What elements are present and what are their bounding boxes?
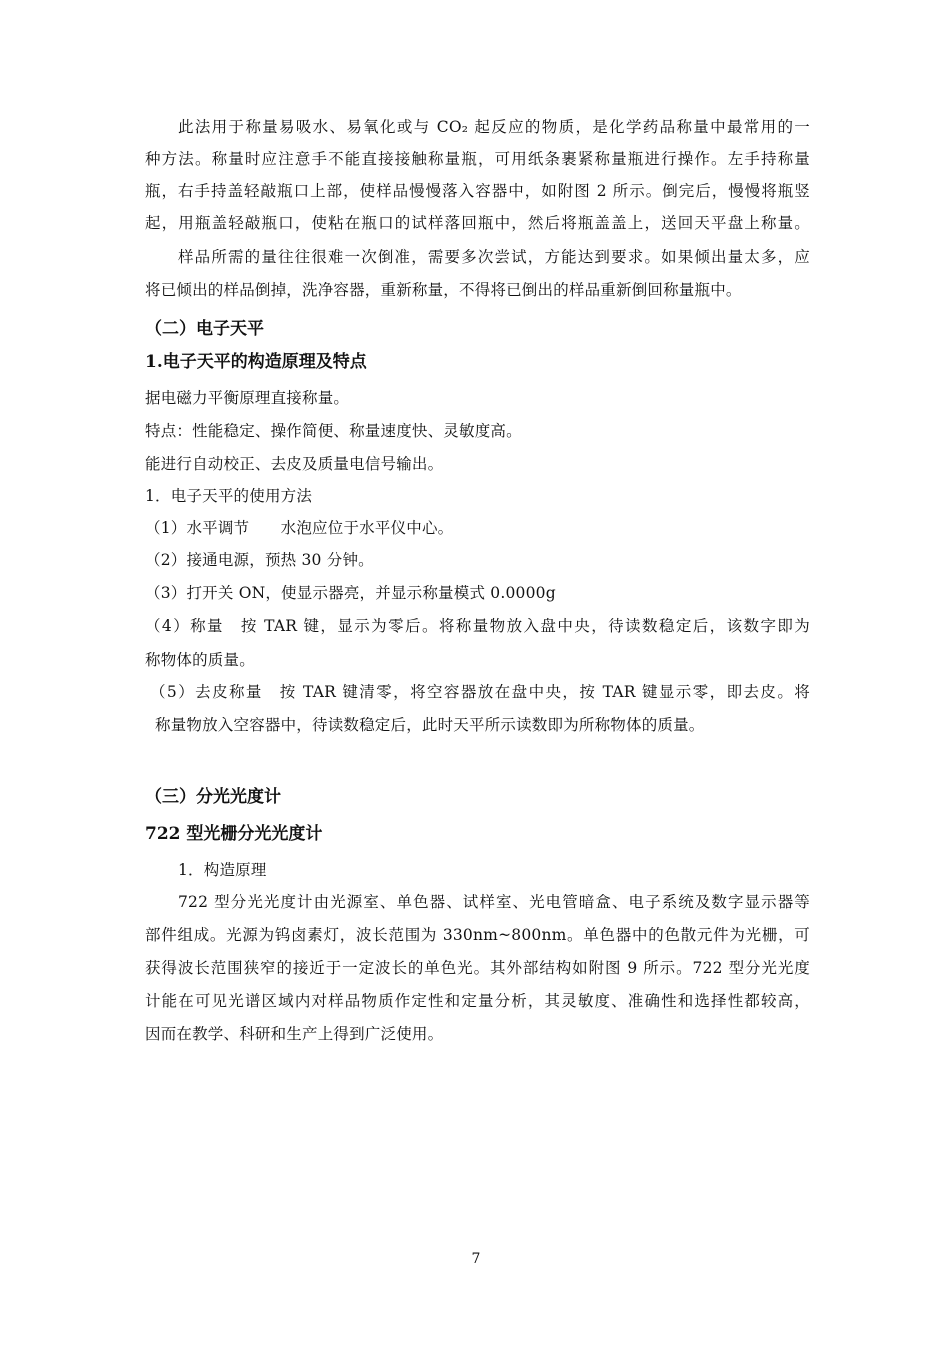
balance-principle: 据电磁力平衡原理直接称量。 bbox=[145, 389, 350, 407]
subheading-balance-principle: 1.电子天平的构造原理及特点 bbox=[145, 352, 367, 372]
intro-p1-line-4: 起，用瓶盖轻敲瓶口，使粘在瓶口的试样落回瓶中，然后将瓶盖盖上，送回天平盘上称量。 bbox=[145, 214, 810, 232]
balance-step-1: （1）水平调节 水泡应位于水平仪中心。 bbox=[145, 519, 454, 537]
spectro-paragraph-line-3: 获得波长范围狭窄的接近于一定波长的单色光。其外部结构如附图 9 所示。722 型分光光度 bbox=[145, 959, 810, 977]
intro-p2-line-2: 将已倾出的样品倒掉，洗净容器，重新称量，不得将已倒出的样品重新倒回称量瓶中。 bbox=[145, 281, 742, 299]
section-heading-spectrophotometer: （三）分光光度计 bbox=[145, 787, 281, 807]
intro-p1-line-2: 种方法。称量时应注意手不能直接接触称量瓶，可用纸条裹紧称量瓶进行操作。左手持称量 bbox=[145, 150, 810, 168]
balance-usage-title: 1．电子天平的使用方法 bbox=[145, 487, 313, 505]
intro-p1-line-3: 瓶，右手持盖轻敲瓶口上部，使样品慢慢落入容器中，如附图 2 所示。倒完后，慢慢将瓶竖 bbox=[145, 182, 810, 200]
balance-step-3: （3）打开关 ON，使显示器亮，并显示称量模式 0.0000g bbox=[145, 584, 556, 602]
spectro-paragraph-line-2: 部件组成。光源为钨卤素灯，波长范围为 330nm~800nm。单色器中的色散元件为光栅，可 bbox=[145, 926, 810, 944]
spectro-item-title: 1．构造原理 bbox=[178, 861, 267, 879]
balance-step-2: （2）接通电源，预热 30 分钟。 bbox=[145, 551, 374, 569]
spectro-paragraph-line-1: 722 型分光光度计由光源室、单色器、试样室、光电管暗盒、电子系统及数字显示器等 bbox=[178, 893, 810, 911]
spectro-paragraph-line-4: 计能在可见光谱区域内对样品物质作定性和定量分析，其灵敏度、准确性和选择性都较高， bbox=[145, 992, 810, 1010]
section-heading-balance: （二）电子天平 bbox=[145, 319, 264, 339]
spectro-paragraph-line-5: 因而在教学、科研和生产上得到广泛使用。 bbox=[145, 1025, 444, 1043]
page-number: 7 bbox=[471, 1251, 481, 1267]
balance-step-5-line-2: 称量物放入空容器中，待读数稳定后，此时天平所示读数即为所称物体的质量。 bbox=[155, 716, 705, 734]
balance-step-4-line-1: （4）称量 按 TAR 键，显示为零后。将称量物放入盘中央，待读数稳定后，该数字即为 bbox=[145, 617, 810, 635]
intro-p2-line-1: 样品所需的量往往很难一次倒准，需要多次尝试，方能达到要求。如果倾出量太多，应 bbox=[178, 248, 810, 266]
balance-step-4-line-2: 称物体的质量。 bbox=[145, 651, 255, 669]
balance-features: 特点：性能稳定、操作简便、称量速度快、灵敏度高。 bbox=[145, 422, 522, 440]
balance-capability: 能进行自动校正、去皮及质量电信号输出。 bbox=[145, 455, 444, 473]
intro-p1-line-1: 此法用于称量易吸水、易氧化或与 CO₂ 起反应的物质，是化学药品称量中最常用的一 bbox=[178, 118, 810, 136]
subheading-722-spectrophotometer: 722 型光栅分光光度计 bbox=[145, 824, 323, 844]
balance-step-5-line-1: （5）去皮称量 按 TAR 键清零，将空容器放在盘中央，按 TAR 键显示零，即去皮。将 bbox=[150, 683, 810, 701]
